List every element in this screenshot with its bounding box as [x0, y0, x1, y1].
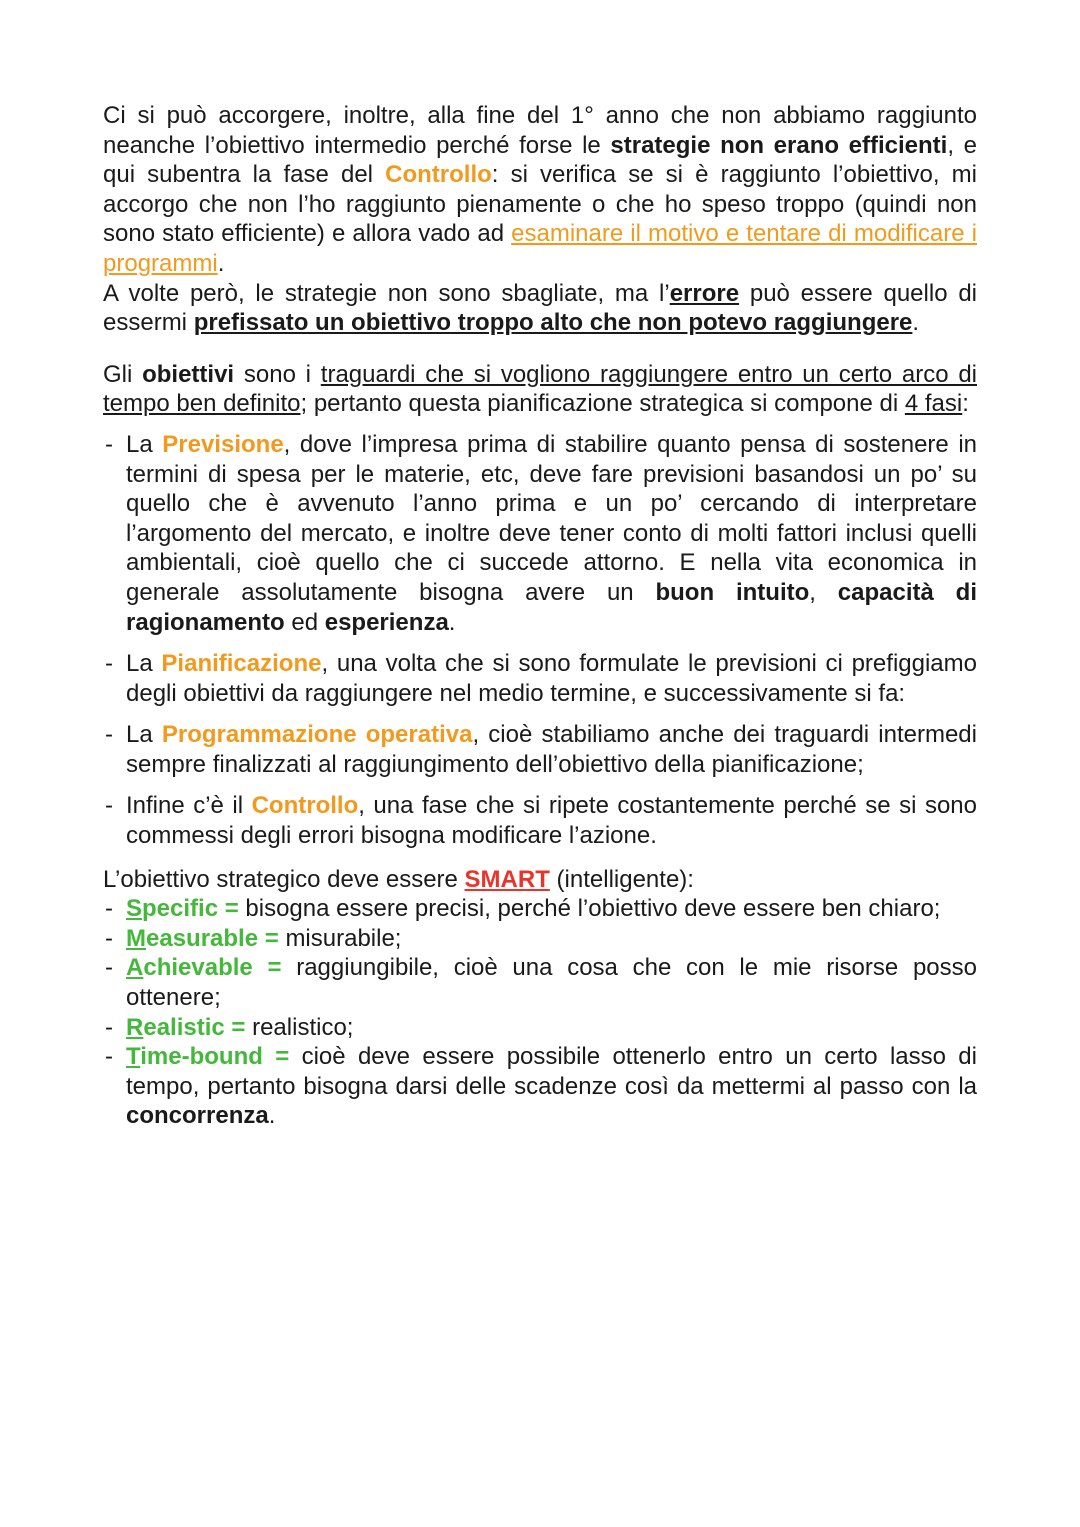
phase-name: Programmazione operativa [161, 721, 473, 749]
bold-concorrenza: concorrenza [126, 1102, 269, 1130]
bold-text: esperienza [324, 608, 449, 636]
text: , una volta che si sono formulate le previsioni ci prefiggiamo degli obiettivi da raggiungere nel medio termine, e successivamente si fa: [126, 650, 977, 707]
text: Infine c’è il [126, 792, 252, 820]
smart-list [103, 894, 977, 1131]
smart-term-rest: ime-bound [140, 1043, 263, 1071]
smart-term [126, 954, 296, 981]
bold-obiettivi: obiettivi [142, 360, 235, 388]
bold-text: buon intuito [655, 578, 810, 606]
phase-name: Pianificazione [161, 650, 322, 678]
smart-term [126, 895, 245, 922]
smart-letter: T [126, 1043, 141, 1071]
smart-item-realistic [103, 1013, 977, 1043]
smart-term-rest: pecific [142, 895, 219, 923]
smart-description: raggiungibile, cioè una cosa che con le mie risorse posso ottenere; [126, 954, 977, 1012]
smart-term-rest: ealistic [143, 1013, 225, 1041]
paragraph-obiettivi [103, 360, 977, 419]
smart-letter: M [126, 924, 146, 952]
phase-item-previsione [103, 430, 977, 637]
paragraph-errore [103, 279, 977, 338]
smart-item-time-bound [103, 1042, 977, 1131]
underlined-orange-text: esaminare il motivo e tentare di modificare i programmi [103, 220, 977, 277]
text: Ci si può accorgere, inoltre, alla fine del 1° anno che non abbiamo raggiunto neanche l’obiettivo intermedio perché forse le [103, 102, 977, 159]
text: , cioè stabiliamo anche dei traguardi intermedi sempre finalizzati al raggiungimento dell’obiettivo della pianificazione; [126, 721, 977, 778]
paragraph-smart-intro [103, 865, 977, 895]
text: : [962, 390, 969, 418]
underlined-text: traguardi che si vogliono raggiungere entro un certo arco di tempo ben definito [103, 360, 977, 418]
text: A volte però, le strategie non sono sbagliate, ma l’ [103, 279, 670, 307]
text: può essere quello di essermi [103, 279, 978, 337]
text: L’obiettivo strategico deve essere [103, 865, 465, 893]
smart-item-measurable [103, 924, 977, 954]
highlight-controllo: Controllo [385, 161, 492, 189]
smart-term [126, 1014, 252, 1041]
phase-item-controllo [103, 791, 977, 850]
smart-item-achievable [103, 953, 977, 1012]
text: (intelligente): [549, 865, 694, 893]
text: ed [284, 608, 325, 636]
text: . [912, 309, 920, 337]
text: sono i [234, 360, 321, 388]
smart-description: realistico; [252, 1013, 354, 1041]
equals-sign: = [258, 924, 286, 952]
text: La [126, 430, 163, 458]
text: , [809, 578, 838, 606]
text: ; pertanto questa pianificazione strategica si compone di [300, 390, 905, 418]
bold-underlined-errore: errore [669, 279, 740, 307]
equals-sign: = [262, 1043, 302, 1071]
smart-term-rest: chievable [143, 954, 253, 982]
phase-item-programmazione [103, 720, 977, 779]
phase-name: Controllo [251, 792, 359, 820]
phases-list [103, 430, 977, 851]
equals-sign: = [252, 954, 297, 982]
smart-item-specific [103, 894, 977, 924]
bold-underlined-text: prefissato un obiettivo troppo alto che non potevo raggiungere [193, 309, 913, 337]
smart-letter: R [126, 1013, 144, 1041]
smart-description: misurabile; [285, 924, 402, 952]
document-page [103, 101, 977, 1131]
text: Gli [103, 360, 143, 388]
text: , e qui subentra la fase del [103, 131, 977, 189]
text: , dove l’impresa prima di stabilire quanto pensa di sostenere in termini di spesa per le materie, etc, deve fare previsioni basandosi un po’ su quello che è avvenuto l’anno prima e un po’ cercando di interpretare l’argomento del mercato, e inoltre deve tener conto di molti fattori inclusi quelli ambientali, cioè quello che ci succede attorno. E nella vita economica in generale assolutamente bisogna avere un [126, 430, 977, 606]
smart-description: cioè deve essere possibile ottenerlo entro un certo lasso di tempo, pertanto bisogna darsi delle scadenze così da mettermi al passo con la [126, 1043, 977, 1100]
text: . [217, 249, 225, 277]
smart-description: bisogna essere precisi, perché l’obiettivo deve essere ben chiaro; [245, 895, 941, 923]
text: La [126, 721, 162, 749]
smart-letter: S [126, 895, 143, 923]
equals-sign: = [218, 895, 246, 923]
text: : si verifica se si è raggiunto l’obiettivo, mi accorgo che non l’ho raggiunto pienamente o che ho speso troppo (quindi non sono stato efficiente) e allora vado ad [103, 161, 978, 248]
smart-term [126, 1043, 302, 1070]
text: . [268, 1102, 276, 1130]
text: , una fase che si ripete costantemente perché se si sono commessi degli errori bisogna modificare l’azione. [126, 792, 977, 850]
paragraph-controllo [103, 101, 977, 279]
equals-sign: = [224, 1013, 253, 1041]
bold-text: strategie non erano efficienti [610, 131, 948, 159]
bold-text: capacità di ragionamento [126, 578, 978, 636]
phase-name: Previsione [162, 430, 284, 458]
smart-term-rest: easurable [146, 924, 259, 952]
smart-keyword: SMART [464, 865, 550, 893]
smart-letter: A [126, 954, 144, 982]
phase-item-pianificazione [103, 649, 977, 708]
text: La [126, 650, 162, 678]
underlined-4-fasi: 4 fasi [904, 390, 963, 418]
smart-term [126, 925, 285, 952]
text: . [448, 608, 456, 636]
